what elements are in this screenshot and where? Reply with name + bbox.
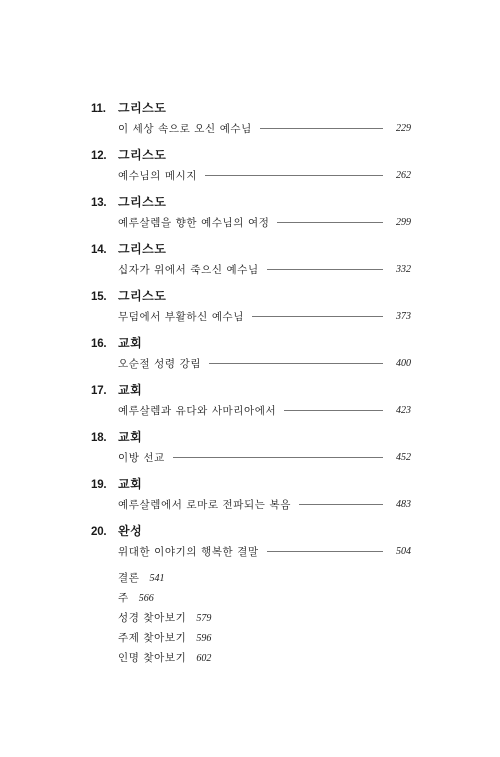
back-matter-page: 541 xyxy=(149,573,165,584)
page-number: 262 xyxy=(396,169,411,181)
chapter-title: 예루살렘과 유다와 사마리아에서 xyxy=(118,404,277,417)
chapter-title: 이방 선교 xyxy=(118,451,165,464)
chapter-number: 20. xyxy=(91,526,107,538)
table-of-contents xyxy=(91,99,411,569)
leader-line xyxy=(299,504,383,505)
leader-line xyxy=(173,457,383,458)
part-title: 그리스도 xyxy=(118,242,167,256)
part-title: 그리스도 xyxy=(118,101,167,115)
leader-line xyxy=(267,551,383,552)
back-matter-page: 602 xyxy=(196,653,212,664)
page-number: 483 xyxy=(396,498,411,510)
part-title: 교회 xyxy=(118,336,143,350)
back-matter-title: 주제 찾아보기 xyxy=(118,632,187,644)
leader-line xyxy=(252,316,383,317)
toc-entry xyxy=(91,428,411,475)
leader-line xyxy=(205,175,383,176)
back-matter-item xyxy=(118,610,211,630)
toc-entry xyxy=(91,475,411,522)
page-number: 373 xyxy=(396,310,411,322)
back-matter-item xyxy=(118,570,211,590)
toc-entry xyxy=(91,381,411,428)
toc-entry xyxy=(91,334,411,381)
page-number: 332 xyxy=(396,263,411,275)
chapter-number: 18. xyxy=(91,432,107,444)
chapter-number: 17. xyxy=(91,385,107,397)
back-matter-title: 인명 찾아보기 xyxy=(118,652,187,664)
back-matter-page: 579 xyxy=(196,613,212,624)
back-matter-item xyxy=(118,630,211,650)
chapter-title: 예수님의 메시지 xyxy=(118,169,198,182)
chapter-number: 19. xyxy=(91,479,107,491)
leader-line xyxy=(284,410,383,411)
toc-entry xyxy=(91,99,411,146)
back-matter-page: 566 xyxy=(138,593,154,604)
page-number: 452 xyxy=(396,451,411,463)
chapter-title: 위대한 이야기의 행복한 결말 xyxy=(118,545,259,558)
back-matter-title: 결론 xyxy=(118,572,140,584)
toc-entry xyxy=(91,240,411,287)
back-matter-page: 596 xyxy=(196,633,212,644)
toc-entry xyxy=(91,146,411,193)
page-number: 504 xyxy=(396,545,411,557)
chapter-number: 11. xyxy=(91,103,106,115)
part-title: 완성 xyxy=(118,524,143,538)
chapter-title: 무덤에서 부활하신 예수님 xyxy=(118,310,245,323)
page-number: 400 xyxy=(396,357,411,369)
page-number: 423 xyxy=(396,404,411,416)
toc-entry xyxy=(91,287,411,334)
back-matter xyxy=(118,570,211,670)
back-matter-title: 주 xyxy=(118,592,129,604)
chapter-title: 예루살렘에서 로마로 전파되는 복음 xyxy=(118,498,291,511)
page-number: 299 xyxy=(396,216,411,228)
leader-line xyxy=(209,363,383,364)
leader-line xyxy=(277,222,383,223)
part-title: 교회 xyxy=(118,383,143,397)
chapter-number: 15. xyxy=(91,291,107,303)
chapter-title: 이 세상 속으로 오신 예수님 xyxy=(118,122,252,135)
part-title: 교회 xyxy=(118,430,143,444)
toc-entry xyxy=(91,522,411,569)
chapter-number: 16. xyxy=(91,338,107,350)
chapter-number: 12. xyxy=(91,150,107,162)
back-matter-item xyxy=(118,650,211,670)
chapter-number: 13. xyxy=(91,197,107,209)
chapter-title: 예루살렘을 향한 예수님의 여정 xyxy=(118,216,270,229)
back-matter-item xyxy=(118,590,211,610)
chapter-title: 십자가 위에서 죽으신 예수님 xyxy=(118,263,259,276)
leader-line xyxy=(267,269,383,270)
part-title: 그리스도 xyxy=(118,195,167,209)
leader-line xyxy=(260,128,383,129)
part-title: 그리스도 xyxy=(118,289,167,303)
part-title: 교회 xyxy=(118,477,143,491)
part-title: 그리스도 xyxy=(118,148,167,162)
back-matter-title: 성경 찾아보기 xyxy=(118,612,187,624)
chapter-title: 오순절 성령 강림 xyxy=(118,357,202,370)
toc-entry xyxy=(91,193,411,240)
chapter-number: 14. xyxy=(91,244,107,256)
page-number: 229 xyxy=(396,122,411,134)
